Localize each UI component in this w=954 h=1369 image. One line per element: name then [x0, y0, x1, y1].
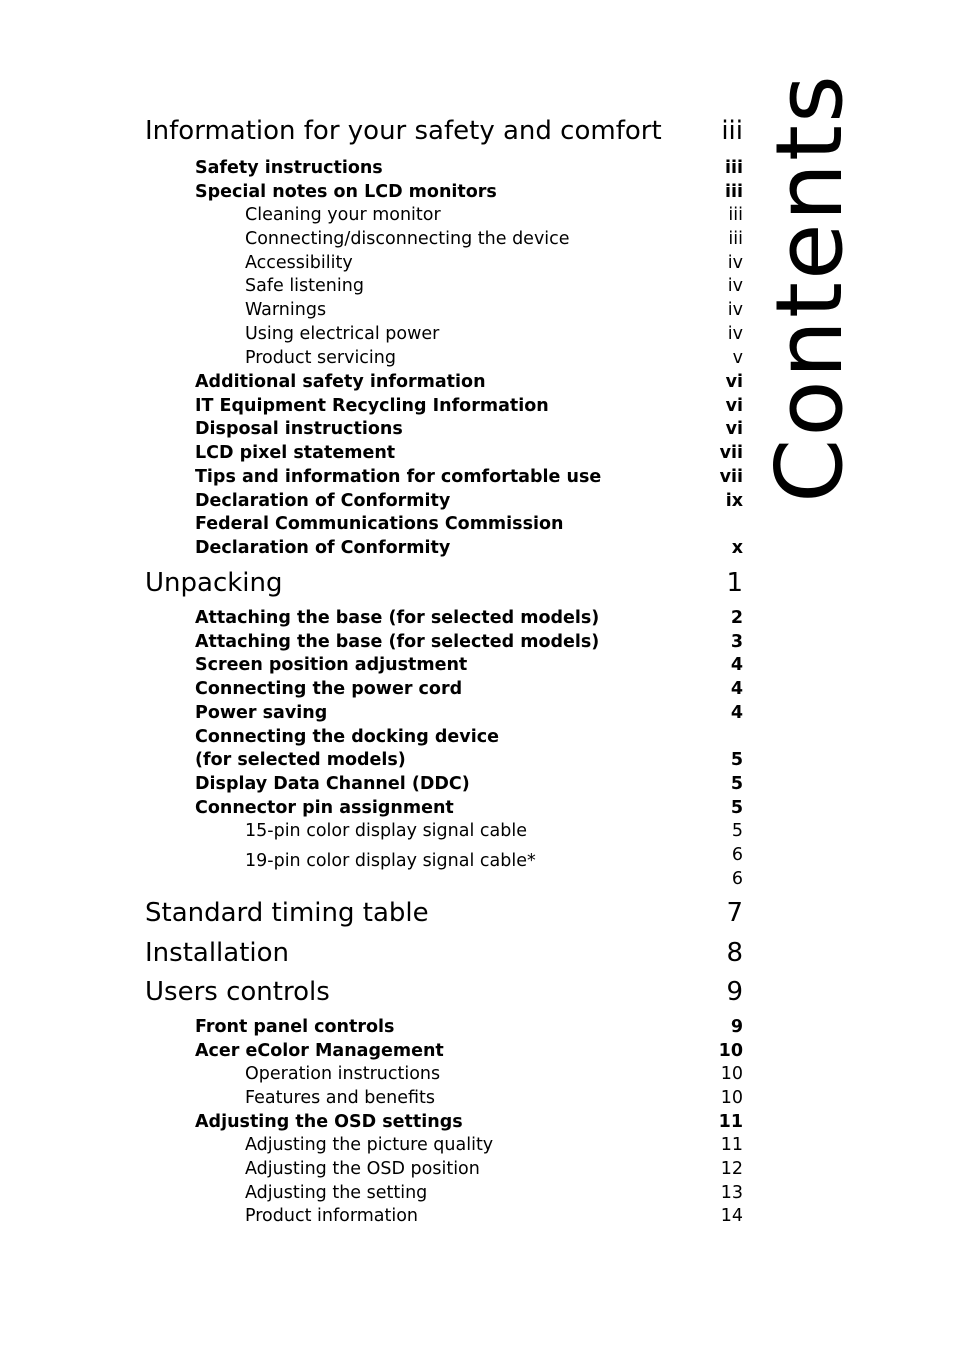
toc-entry-title: Additional safety information [195, 372, 486, 392]
toc-entry-title: Standard timing table [145, 898, 429, 928]
toc-entry-page: 1 [726, 568, 743, 598]
toc-entry-title: Tips and information for comfortable use [195, 467, 602, 487]
toc-entry-page: 5 [730, 798, 743, 818]
toc-entry-title: Attaching the base (for selected models) [195, 632, 600, 652]
toc-entry-title: IT Equipment Recycling Information [195, 396, 549, 416]
toc-entry-page: iii [725, 182, 743, 202]
toc-entry-page: 5 [730, 750, 743, 770]
toc-entry-page: iv [727, 276, 743, 296]
toc-entry-title: Declaration of Conformity [195, 491, 451, 511]
toc-entry-page: vii [719, 467, 743, 487]
toc-entry-title: Screen position adjustment [195, 655, 468, 675]
toc-entry-page: v [732, 348, 743, 368]
toc-entry-page: iv [727, 324, 743, 344]
toc-entry-title: Safety instructions [195, 158, 383, 178]
toc-entry-title: Users controls [145, 977, 330, 1007]
toc-entry-page: 10 [720, 1088, 743, 1108]
toc-entry-page: 10 [718, 1041, 743, 1061]
toc-entry-page: iii [728, 205, 743, 225]
toc-entry-page: vi [725, 419, 743, 439]
toc-entry-title: Installation [145, 938, 290, 968]
toc-entry-title: Adjusting the OSD position [245, 1159, 480, 1179]
toc-entry-title: 15-pin color display signal cable [245, 821, 527, 841]
toc-entry-page: 3 [730, 632, 743, 652]
toc-entry-page: vi [725, 396, 743, 416]
toc-entry-title: Declaration of Conformity [195, 538, 451, 558]
toc-entry-title: Unpacking [145, 568, 283, 598]
toc-entry-page: 2 [730, 608, 743, 628]
toc-entry-title: Safe listening [245, 276, 364, 296]
toc-entry-title: 19-pin color display signal cable* [245, 851, 536, 871]
toc-entry-title: Attaching the base (for selected models) [195, 608, 600, 628]
toc-entry-title: Adjusting the picture quality [245, 1135, 494, 1155]
toc-entry-title: Power saving [195, 703, 328, 723]
contents-side-title: Contents [756, 73, 863, 503]
toc-entry-title: Product servicing [245, 348, 396, 368]
toc-entry-page: 10 [720, 1064, 743, 1084]
toc-entry-page: ix [725, 491, 743, 511]
toc-entry-title: Cleaning your monitor [245, 205, 441, 225]
toc-entry-page: 11 [718, 1112, 743, 1132]
toc-entry-title: Display Data Channel (DDC) [195, 774, 470, 794]
toc-entry-page: 7 [726, 898, 743, 928]
toc-entry-title: Connecting/disconnecting the device [245, 229, 570, 249]
toc-entry-title: Adjusting the OSD settings [195, 1112, 463, 1132]
toc-entry-page: 11 [720, 1135, 743, 1155]
toc-entry-page: iv [727, 253, 743, 273]
toc-entry-title: Warnings [245, 300, 327, 320]
toc-entry-page: 9 [730, 1017, 743, 1037]
toc-entry-page: iii [728, 229, 743, 249]
toc-entry-title: Acer eColor Management [195, 1041, 444, 1061]
toc-entry-title: Connector pin assignment [195, 798, 454, 818]
toc-entry-page: 14 [720, 1206, 743, 1226]
toc-entry-page: 4 [730, 703, 743, 723]
toc-entry-title: Front panel controls [195, 1017, 395, 1037]
toc-entry-page: 4 [730, 679, 743, 699]
toc-entry-title: Connecting the docking device [195, 727, 499, 747]
toc-entry-title: Special notes on LCD monitors [195, 182, 497, 202]
toc-entry-page: 8 [726, 938, 743, 968]
toc-entry-title: LCD pixel statement [195, 443, 396, 463]
toc-entry-page: 9 [726, 977, 743, 1007]
toc-entry-page: 6 [731, 869, 743, 889]
toc-entry-page: vii [719, 443, 743, 463]
toc-entry-page: x [731, 538, 743, 558]
toc-entry-title: Features and benefits [245, 1088, 436, 1108]
toc-entry-title: Using electrical power [245, 324, 440, 344]
toc-entry-title: Accessibility [245, 253, 353, 273]
toc-entry-title: Information for your safety and comfort [145, 116, 662, 146]
toc-entry-title: Adjusting the setting [245, 1183, 428, 1203]
toc-entry-page: iii [725, 158, 743, 178]
toc-entry-page: 5 [730, 774, 743, 794]
toc-entry-title: Federal Communications Commission [195, 514, 564, 534]
toc-entry-page: 12 [720, 1159, 743, 1179]
toc-entry-title: Disposal instructions [195, 419, 403, 439]
toc-entry-page: iv [727, 300, 743, 320]
toc-entry-title: Product information [245, 1206, 419, 1226]
toc-entry-page: vi [725, 372, 743, 392]
toc-entry-page: 5 [731, 821, 743, 841]
toc-entry-page: 6 [731, 845, 743, 865]
toc-entry-page: iii [721, 116, 743, 146]
toc-entry-title: Operation instructions [245, 1064, 441, 1084]
toc-entry-page: 13 [720, 1183, 743, 1203]
toc-entry-title: Connecting the power cord [195, 679, 463, 699]
toc-entry-page: 4 [730, 655, 743, 675]
toc-entry-title: (for selected models) [195, 750, 406, 770]
